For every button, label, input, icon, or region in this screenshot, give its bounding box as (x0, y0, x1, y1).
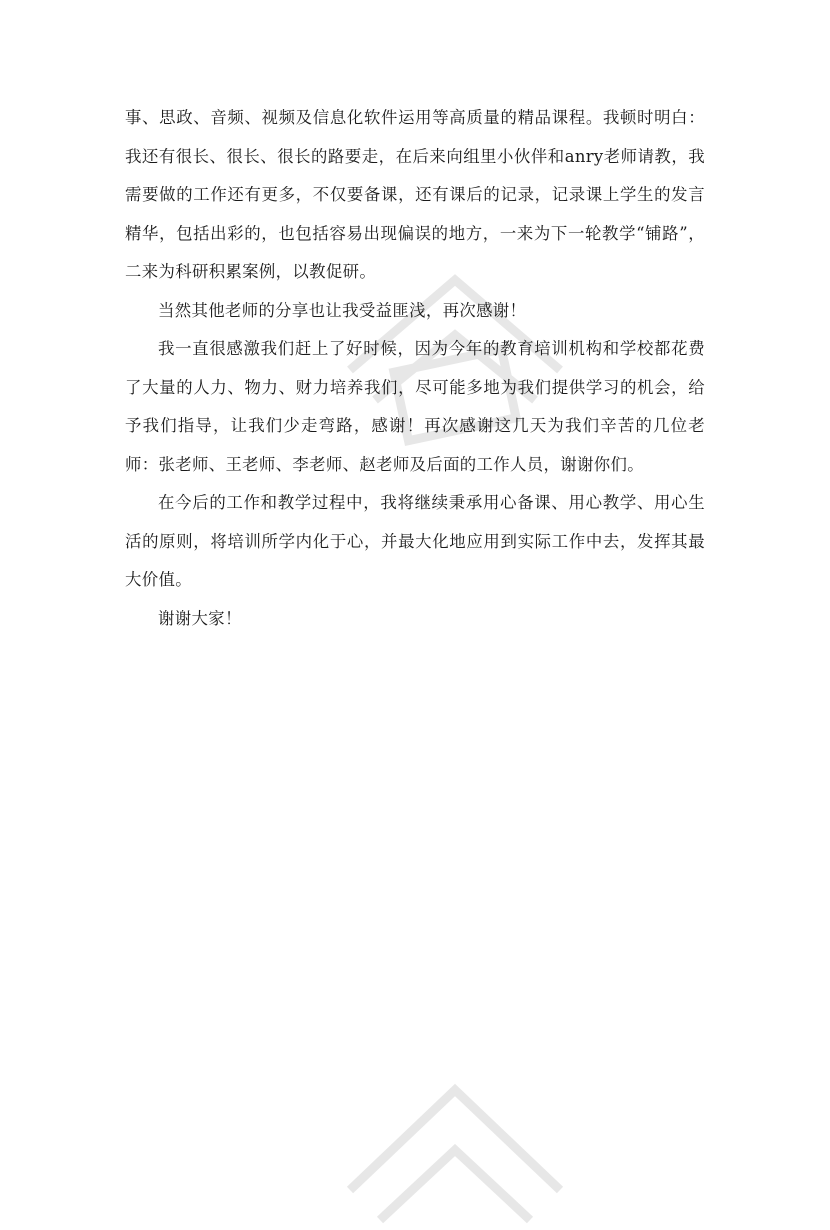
paragraph-2: 当然其他老师的分享也让我受益匪浅，再次感谢！ (158, 300, 527, 320)
document-body (125, 99, 705, 638)
paragraph-3: 我一直很感激我们赶上了好时候，因为今年的教育培训机构和学校都花费了大量的人力、物力、财力培养我们，尽可能多地为我们提供学习的机会，给予我们指导，让我们少走弯路，感谢！再次感谢这几天为我们辛苦的几位老师：张老师、王老师、李老师、赵老师及后面的工作人员，谢谢你们。 (125, 339, 705, 474)
paragraph-1: 事、思政、音频、视频及信息化软件运用等高质量的精品课程。我顿时明白：我还有很长、很长、很长的路要走，在后来向组里小伙伴和anry老师请教，我需要做的工作还有更多，不仅要备课，还有课后的记录，记录课上学生的发言精华，包括出彩的，也包括容易出现偏误的地方，一来为下一轮教学“铺路”，二来为科研积累案例，以教促研。 (125, 108, 705, 281)
watermark-logo-bottom (330, 1050, 580, 1230)
paragraph-5: 谢谢大家！ (158, 608, 242, 628)
paragraph-4: 在今后的工作和教学过程中，我将继续秉承用心备课、用心教学、用心生活的原则，将培训所学内化于心，并最大化地应用到实际工作中去，发挥其最大价值。 (125, 493, 705, 589)
